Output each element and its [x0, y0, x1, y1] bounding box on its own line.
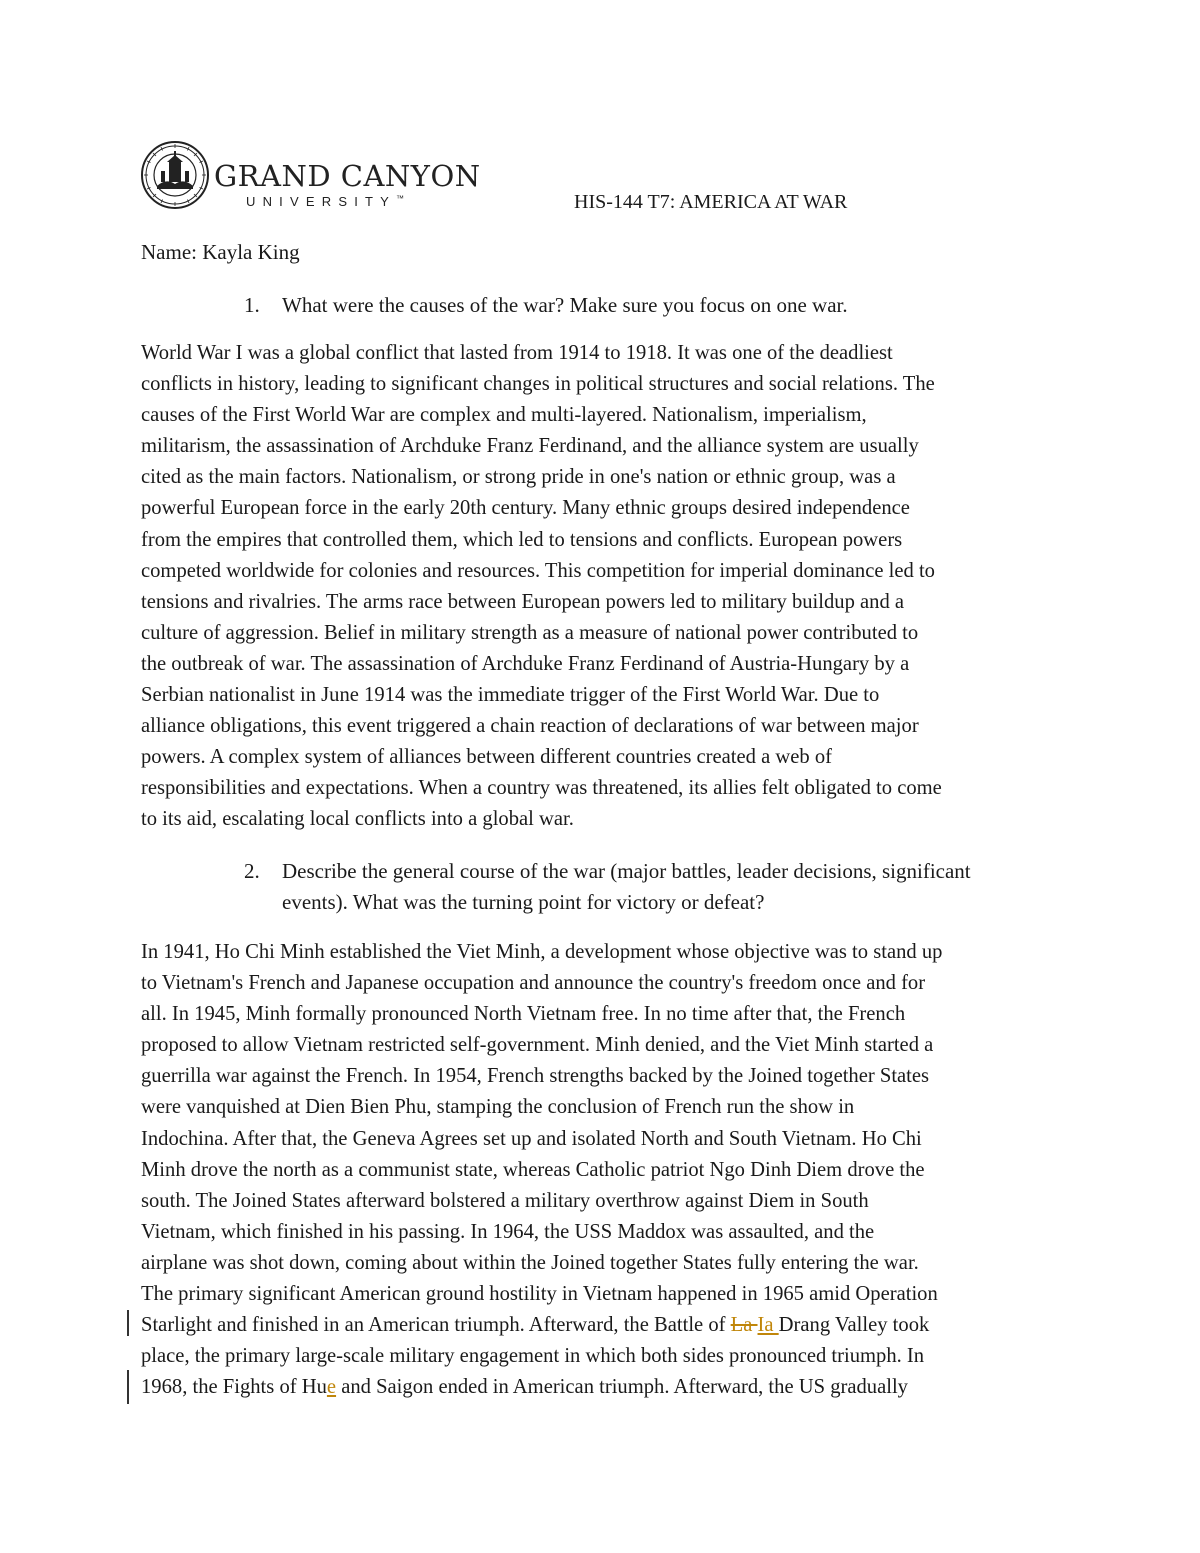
answer-line: causes of the First World War are complex and multi-layered. Nationalism, imperialism,	[141, 404, 867, 427]
tracked-deletion[interactable]: La	[730, 1314, 758, 1337]
student-name: Name: Kayla King	[141, 240, 300, 264]
answer-line: guerrilla war against the French. In 1954, French strengths backed by the Joined together States	[141, 1065, 930, 1088]
answer-line: World War I was a global conflict that lasted from 1914 to 1918. It was one of the deadliest	[141, 342, 893, 364]
answer-line: airplane was shot down, coming about within the Joined together States fully entering the war.	[141, 1251, 919, 1274]
answer-line: The primary significant American ground hostility in Vietnam happened in 1965 amid Operation	[141, 1283, 938, 1306]
answer-line: proposed to allow Vietnam restricted self-government. Minh denied, and the Viet Minh started a	[141, 1034, 934, 1057]
answer-line: competed worldwide for colonies and resources. This competition for imperial dominance led to	[141, 559, 935, 582]
change-bar	[127, 1310, 129, 1336]
answer-line: the outbreak of war. The assassination of Archduke Franz Ferdinand of Austria-Hungary by a	[141, 652, 910, 675]
question-1-text: What were the causes of the war? Make sure you focus on one war.	[282, 293, 848, 317]
tracked-insertion[interactable]: Ia	[757, 1314, 779, 1337]
question-2-text-line-1: Describe the general course of the war (major battles, leader decisions, significant	[282, 859, 971, 883]
trademark-mark: ™	[396, 194, 405, 203]
answer-line: culture of aggression. Belief in military strength as a measure of national power contributed to	[141, 621, 919, 644]
answer-line: from the empires that controlled them, which led to tensions and conflicts. European powers	[141, 528, 903, 551]
answer-2-text: 1968, the Fights of Hu	[141, 1376, 327, 1399]
answer-line: to Vietnam's French and Japanese occupation and announce the country's freedom once and for	[141, 972, 926, 995]
question-2-number: 2.	[244, 859, 260, 883]
question-1-number: 1.	[244, 293, 260, 317]
answer-line: to its aid, escalating local conflicts into a global war.	[141, 808, 574, 831]
answer-line: responsibilities and expectations. When a country was threatened, its allies felt obligated to come	[141, 777, 942, 800]
question-1	[244, 290, 1059, 321]
question-2	[244, 856, 1059, 918]
answer-line: all. In 1945, Minh formally pronounced North Vietnam free. In no time after that, the French	[141, 1003, 906, 1026]
question-2-text	[282, 856, 1059, 918]
answer-2-text: Drang Valley took	[778, 1314, 930, 1337]
logo-subtitle	[246, 195, 404, 208]
answer-line: Serbian nationalist in June 1914 was the immediate trigger of the First World War. Due to	[141, 684, 880, 707]
answer-line: south. The Joined States afterward bolstered a military overthrow against Diem in South	[141, 1189, 869, 1212]
answer-line: In 1941, Ho Chi Minh established the Viet Minh, a development whose objective was to stand up	[141, 941, 943, 963]
answer-2-text: and Saigon ended in American triumph. Afterward, the US gradually	[336, 1376, 908, 1399]
answer-2-line-tracked-1	[141, 1310, 1063, 1341]
answer-line: tensions and rivalries. The arms race between European powers led to military buildup and a	[141, 590, 905, 613]
course-title: HIS-144 T7: AMERICA AT WAR	[574, 191, 848, 213]
answer-2-line-tracked-2	[141, 1372, 1063, 1403]
answer-line: militarism, the assassination of Archduke Franz Ferdinand, and the alliance system are usually	[141, 435, 919, 458]
university-logo	[140, 140, 481, 212]
answer-2-line: place, the primary large-scale military engagement in which both sides pronounced triumph. In	[141, 1345, 925, 1368]
logo-wordmark: GRAND CANYON	[214, 159, 481, 193]
answer-line: powerful European force in the early 20th century. Many ethnic groups desired independence	[141, 497, 910, 520]
university-seal-icon	[140, 140, 210, 210]
answer-line: were vanquished at Dien Bien Phu, stamping the conclusion of French run the show in	[141, 1096, 855, 1119]
answer-line: cited as the main factors. Nationalism, or strong pride in one's nation or ethnic group, was a	[141, 466, 896, 489]
answer-line: alliance obligations, this event triggered a chain reaction of declarations of war between major	[141, 715, 919, 738]
answer-2	[141, 937, 1063, 1403]
question-2-text-line-2: events). What was the turning point for victory or defeat?	[282, 890, 765, 914]
logo-subtitle-text: UNIVERSITY	[246, 194, 397, 209]
answer-line: Minh drove the north as a communist state, whereas Catholic patriot Ngo Dinh Diem drove the	[141, 1158, 925, 1181]
answer-2-text: Starlight and finished in an American triumph. Afterward, the Battle of	[141, 1314, 731, 1337]
tracked-insertion[interactable]: e	[326, 1376, 337, 1399]
answer-line: powers. A complex system of alliances between different countries created a web of	[141, 746, 832, 769]
answer-1	[141, 338, 1063, 836]
answer-line: Indochina. After that, the Geneva Agrees set up and isolated North and South Vietnam. Ho Chi	[141, 1127, 922, 1150]
answer-line: conflicts in history, leading to significant changes in political structures and social relations. The	[141, 373, 935, 396]
change-bar	[127, 1370, 129, 1404]
answer-line: Vietnam, which finished in his passing. In 1964, the USS Maddox was assaulted, and the	[141, 1220, 875, 1243]
answer-2-lines	[141, 937, 1063, 1310]
